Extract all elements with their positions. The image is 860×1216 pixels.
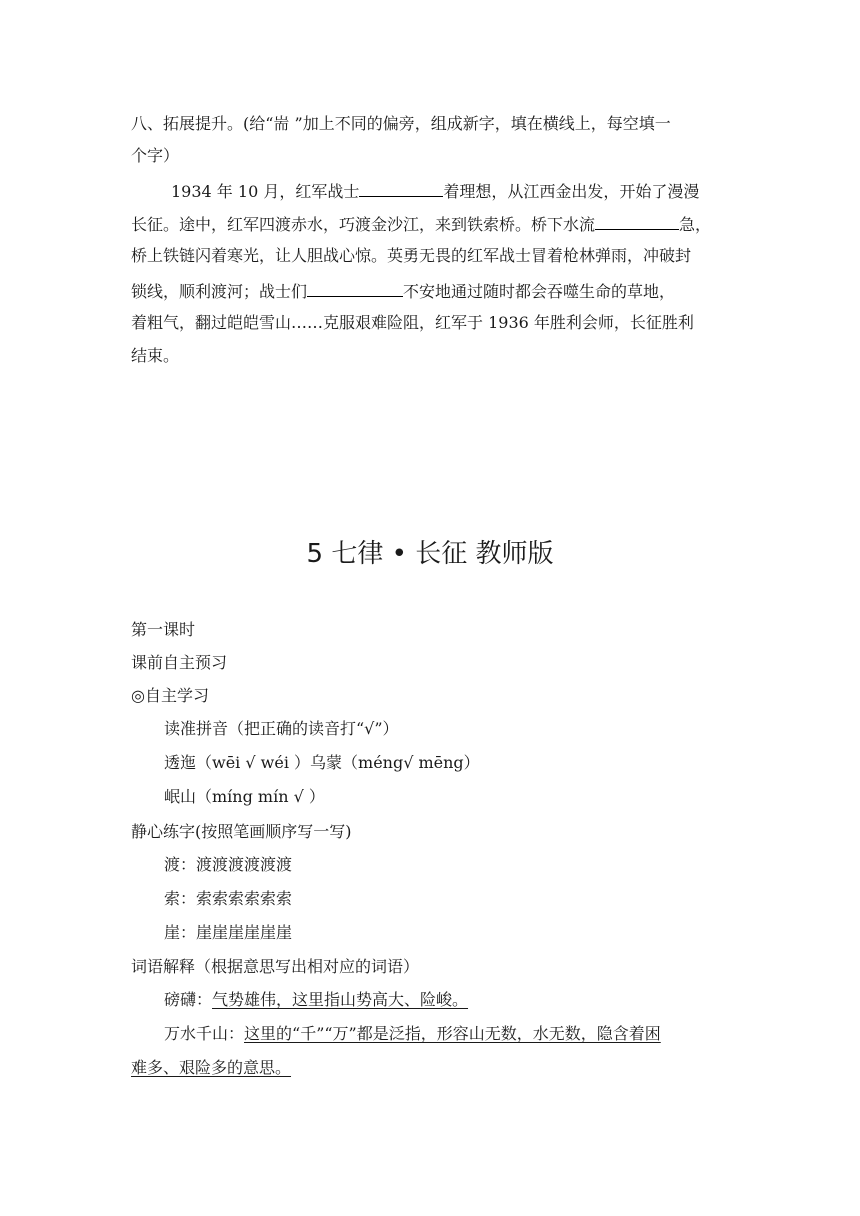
vocab-task: 词语解释（根据意思写出相对应的词语） [131, 957, 420, 976]
pinyin-row-1: 透迤（wēi √ wéi ）乌蒙（méng√ mēng） [164, 753, 480, 772]
period-label: 第一课时 [131, 620, 196, 639]
vocab-definition: 难多、艰险多的意思。 [131, 1058, 292, 1077]
exercise-heading-line1: 八、拓展提升。(给“耑 ”加上不同的偏旁，组成新字，填在横线上，每空填一 [131, 114, 671, 133]
self-study-heading: ◎自主学习 [131, 686, 209, 705]
vocab-term: 磅礴： [164, 990, 213, 1009]
vocab-definition: 这里的“千”“万”都是泛指，形容山无数，水无数，隐含着困 [244, 1024, 661, 1043]
passage-line-2 [131, 213, 711, 235]
passage-line-6: 结束。 [131, 346, 180, 365]
passage-text: 着理想，从江西金出发，开始了漫漫 [443, 182, 700, 201]
vocab-definition: 气势雄伟，这里指山势高大、险峻。 [212, 990, 469, 1009]
pinyin-task: 读准拼音（把正确的读音打“√”） [164, 719, 399, 738]
lesson-title: 5 七律 • 长征 教师版 [306, 539, 554, 569]
passage-line-3: 桥上铁链闪着寒光，让人胆战心惊。英勇无畏的红军战士冒着枪林弹雨，冲破封 [131, 246, 692, 265]
vocab-item-1 [164, 990, 468, 1010]
passage-text: 长征。途中，红军四渡赤水，巧渡金沙江，来到铁索桥。桥下水流 [131, 215, 596, 234]
fill-blank-3[interactable] [307, 280, 403, 297]
character-practice-2: 索：索索索索索索 [164, 889, 293, 908]
pinyin-row-2: 岷山（míng mín √ ） [164, 787, 325, 806]
passage-line-1 [171, 180, 699, 202]
exercise-heading-line2: 个字） [131, 146, 180, 165]
passage-text: 1934 年 10 月，红军战士 [171, 182, 360, 201]
vocab-term: 万水千山： [164, 1024, 245, 1043]
passage-line-4 [131, 280, 675, 302]
vocab-item-2 [164, 1024, 661, 1044]
vocab-item-2-continued [131, 1058, 291, 1078]
passage-text: 急， [679, 215, 712, 234]
character-practice-3: 崖：崖崖崖崖崖崖 [164, 923, 293, 942]
passage-text: 不安地通过随时都会吞噬生命的草地， [403, 282, 676, 301]
passage-line-5: 着粗气，翻过皑皑雪山……克服艰难险阻，红军于 1936 年胜利会师，长征胜利 [131, 313, 694, 332]
fill-blank-2[interactable] [595, 213, 679, 230]
writing-task: 静心练字(按照笔画顺序写一写) [131, 822, 352, 841]
preview-heading: 课前自主预习 [131, 653, 228, 672]
passage-text: 锁线，顺利渡河；战士们 [131, 282, 308, 301]
fill-blank-1[interactable] [359, 180, 443, 197]
character-practice-1: 渡：渡渡渡渡渡渡 [164, 855, 293, 874]
